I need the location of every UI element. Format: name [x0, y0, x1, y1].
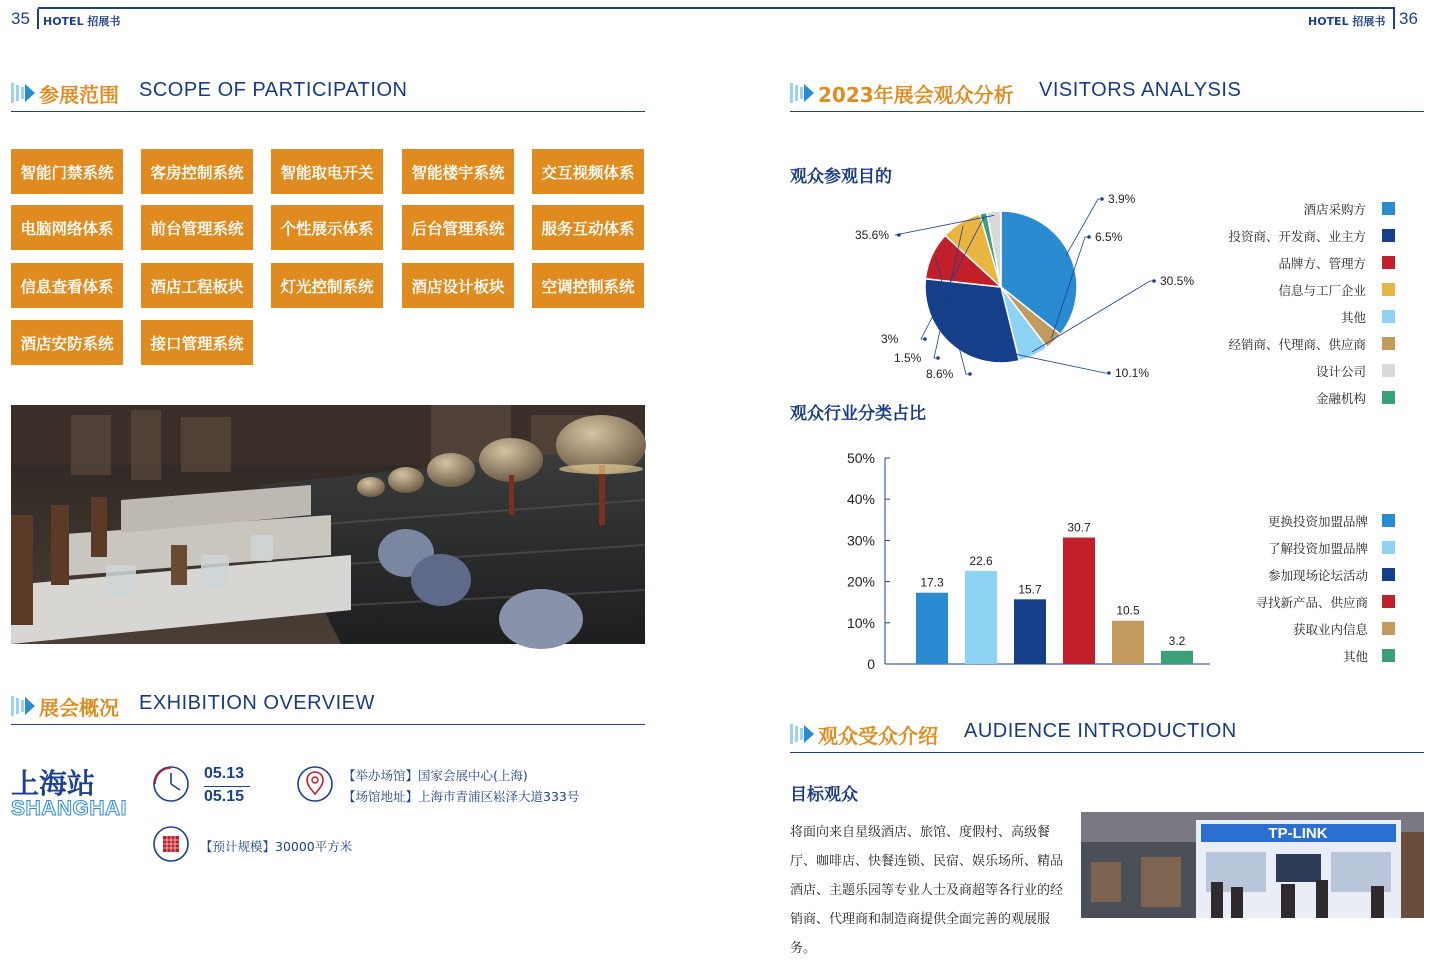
purpose-heading: 观众参观目的 — [790, 167, 892, 187]
legend-label: 信息与工厂企业 — [1278, 283, 1366, 298]
visitors-title-cn: 2023年展会观众分析 — [818, 83, 1014, 107]
visitors-section-title — [790, 76, 1424, 112]
pie-leader-dot — [1100, 197, 1104, 201]
scope-item: 电脑网络体系 — [11, 205, 123, 250]
legend-swatch — [1382, 229, 1395, 242]
scope-item: 个性展示体系 — [271, 205, 383, 250]
pie-leader-dot — [897, 233, 901, 237]
scope-item: 交互视频体系 — [532, 149, 644, 194]
scope-item: 信息查看体系 — [11, 263, 123, 308]
legend-label: 了解投资加盟品牌 — [1267, 541, 1368, 556]
bar — [1112, 621, 1144, 664]
scope-item: 后台管理系统 — [402, 205, 514, 250]
pie-value-label: 30.5% — [1160, 274, 1195, 288]
bar — [916, 593, 948, 664]
y-tick-label: 20% — [846, 573, 875, 590]
pie-leader-dot — [923, 337, 927, 341]
legend-label: 其他 — [1342, 649, 1368, 664]
page-number-left: 35 — [11, 9, 30, 28]
legend-swatch — [1382, 622, 1395, 635]
legend-swatch — [1382, 337, 1395, 350]
date-start: 05.13 — [204, 765, 245, 782]
scale-text: 【预计规模】30000平方米 — [200, 839, 353, 854]
scope-item: 酒店设计板块 — [402, 263, 514, 308]
header-rule-right — [719, 7, 1395, 9]
legend-swatch — [1382, 202, 1395, 215]
city-name-cn: 上海站 — [11, 767, 96, 800]
legend-label: 经销商、代理商、供应商 — [1228, 337, 1366, 352]
visitors-title-en: VISITORS ANALYSIS — [1039, 79, 1242, 101]
bar-value-label: 22.6 — [969, 553, 993, 568]
clock-icon — [152, 765, 190, 803]
bar-value-label: 30.7 — [1067, 520, 1091, 535]
legend-swatch — [1382, 256, 1395, 269]
city-name-en: SHANGHAI — [11, 797, 128, 820]
audience-section-title — [790, 717, 1424, 753]
date-divider — [204, 786, 250, 787]
target-audience-heading: 目标观众 — [790, 785, 858, 805]
pie-value-label: 6.5% — [1095, 230, 1123, 244]
pie-leader-dot — [936, 356, 940, 360]
legend-label: 酒店采购方 — [1303, 202, 1366, 217]
bar — [965, 571, 997, 664]
legend-label: 设计公司 — [1315, 364, 1366, 379]
header-label-left: HOTEL 招展书 — [43, 15, 121, 28]
audience-title-rule — [790, 752, 1424, 753]
scope-section-title — [11, 76, 645, 112]
legend-label: 投资商、开发商、业主方 — [1228, 229, 1366, 244]
visitors-title-rule — [790, 111, 1424, 112]
industry-bar-chart — [835, 445, 1215, 675]
legend-label: 金融机构 — [1315, 391, 1366, 406]
header-label-right: HOTEL 招展书 — [1308, 15, 1386, 28]
pie-leader-dot — [1152, 279, 1156, 283]
section-arrow-icon — [11, 80, 35, 106]
legend-label: 更换投资加盟品牌 — [1267, 514, 1368, 529]
scope-title-rule — [11, 111, 645, 112]
purpose-pie-chart — [850, 192, 1195, 387]
scope-item: 客房控制系统 — [141, 149, 253, 194]
header-rule-left — [38, 7, 720, 9]
page-number-separator-left — [37, 9, 39, 29]
legend-swatch — [1382, 514, 1395, 527]
legend-swatch — [1382, 649, 1395, 662]
date-end: 05.15 — [204, 788, 245, 805]
pie-value-label: 8.6% — [926, 367, 954, 381]
legend-label: 其他 — [1340, 310, 1366, 325]
scope-item: 智能楼宇系统 — [402, 149, 514, 194]
scope-item: 智能取电开关 — [271, 149, 383, 194]
pie-value-label: 35.6% — [855, 228, 890, 242]
scope-title-cn: 参展范围 — [39, 83, 119, 107]
audience-title-cn: 观众受众介绍 — [818, 724, 938, 748]
legend-swatch — [1382, 595, 1395, 608]
y-tick-label: 0 — [867, 656, 875, 672]
pie-leader-dot — [1107, 371, 1111, 375]
bar — [1063, 538, 1095, 664]
pie-value-label: 3% — [881, 332, 899, 346]
pie-leader-line — [1066, 199, 1102, 256]
pie-value-label: 1.5% — [894, 351, 922, 365]
y-tick-label: 30% — [846, 532, 875, 549]
bar-value-label: 17.3 — [920, 575, 944, 590]
bar — [1014, 599, 1046, 664]
scope-title-en: SCOPE OF PARTICIPATION — [139, 79, 408, 101]
scope-item: 酒店安防系统 — [11, 320, 123, 365]
pie-leader-dot — [1087, 235, 1091, 239]
y-tick-label: 40% — [846, 491, 875, 508]
section-arrow-icon — [790, 80, 814, 106]
legend-label: 获取业内信息 — [1292, 622, 1368, 637]
pie-value-label: 3.9% — [1108, 192, 1136, 206]
legend-swatch — [1382, 283, 1395, 296]
scope-item: 酒店工程板块 — [141, 263, 253, 308]
venue-text: 【举办场馆】国家会展中心(上海) — [343, 768, 528, 783]
legend-swatch — [1382, 541, 1395, 554]
legend-swatch — [1382, 364, 1395, 377]
pie-value-label: 10.1% — [1115, 366, 1150, 380]
legend-swatch — [1382, 568, 1395, 581]
y-tick-label: 10% — [846, 614, 875, 631]
legend-label: 品牌方、管理方 — [1278, 256, 1366, 271]
page-number-right: 36 — [1399, 9, 1418, 28]
bar-value-label: 15.7 — [1018, 582, 1042, 597]
scale-grid-icon — [152, 825, 190, 863]
audience-title-en: AUDIENCE INTRODUCTION — [964, 720, 1237, 742]
scope-item: 灯光控制系统 — [271, 263, 383, 308]
section-arrow-icon — [790, 721, 814, 747]
page-number-separator-right — [1393, 9, 1395, 29]
overview-section-title — [11, 689, 645, 725]
scope-item: 智能门禁系统 — [11, 149, 123, 194]
section-arrow-icon — [11, 693, 35, 719]
overview-title-rule — [11, 724, 645, 725]
booth-sign-text: TP-LINK — [1268, 825, 1328, 842]
address-text: 【场馆地址】上海市青浦区崧泽大道333号 — [343, 789, 580, 804]
location-pin-icon — [296, 765, 334, 803]
legend-label: 寻找新产品、供应商 — [1255, 595, 1368, 610]
legend-swatch — [1382, 310, 1395, 323]
bar-value-label: 10.5 — [1116, 603, 1140, 618]
scope-item: 空调控制系统 — [532, 263, 644, 308]
overview-title-en: EXHIBITION OVERVIEW — [139, 692, 375, 714]
bar-value-label: 3.2 — [1168, 633, 1186, 648]
restaurant-photo — [11, 405, 645, 644]
scope-item: 服务互动体系 — [532, 205, 644, 250]
pie-leader-dot — [968, 372, 972, 376]
scope-item: 接口管理系统 — [141, 320, 253, 365]
target-audience-body: 将面向来自星级酒店、旅馆、度假村、高级餐厅、咖啡店、快餐连锁、民宿、娱乐场所、精品酒店、主题乐园等专业人士及商超等各行业的经销商、代理商和制造商提供全面完善的观展服务。 — [790, 825, 1064, 956]
exhibition-booth-photo — [1081, 812, 1424, 918]
legend-label: 参加现场论坛活动 — [1267, 568, 1368, 583]
legend-swatch — [1382, 391, 1395, 404]
scope-item: 前台管理系统 — [141, 205, 253, 250]
industry-heading: 观众行业分类占比 — [790, 404, 926, 424]
overview-title-cn: 展会概况 — [39, 696, 119, 720]
y-tick-label: 50% — [846, 450, 875, 466]
bar — [1161, 651, 1193, 664]
